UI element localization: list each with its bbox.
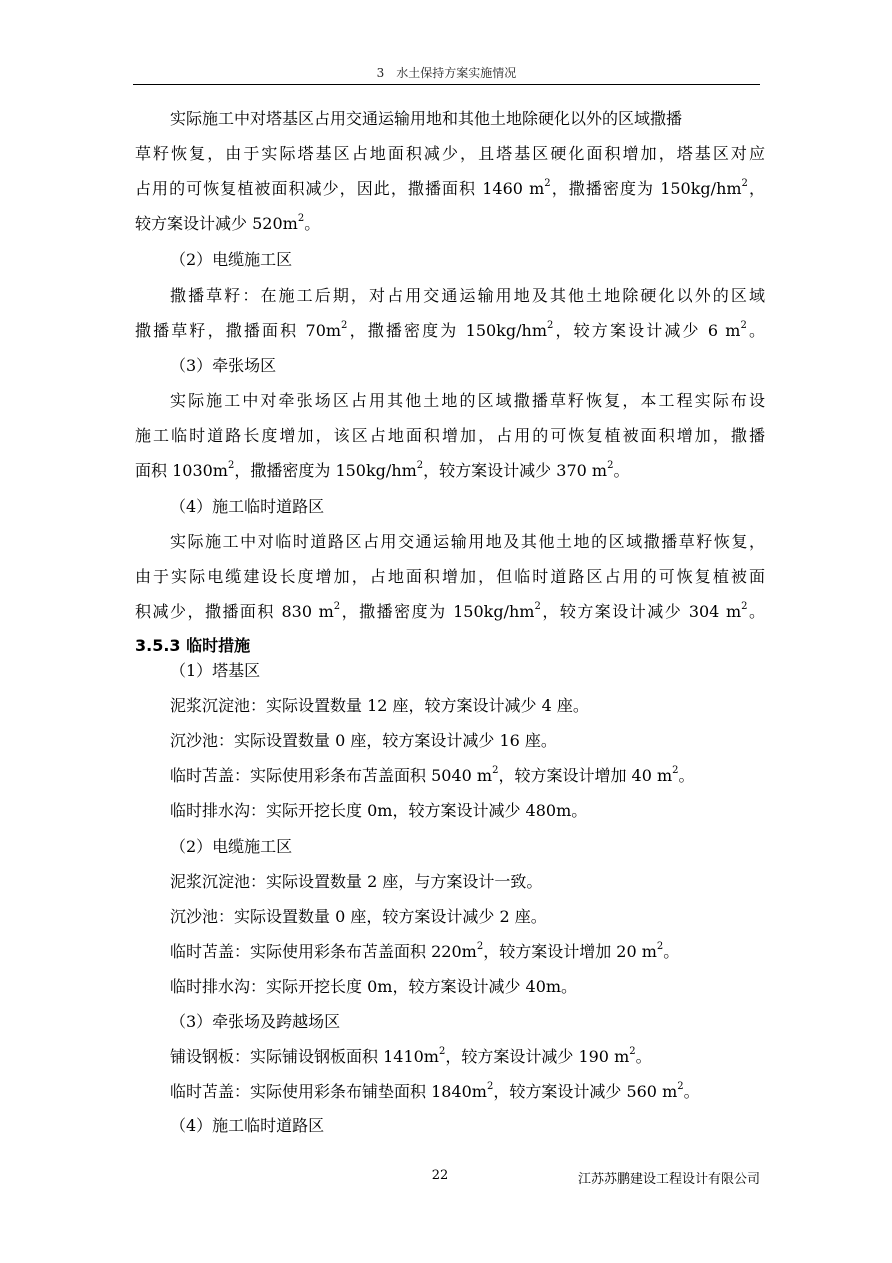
body-line: 临时排水沟：实际开挖长度 0m，较方案设计减少 40m。 (170, 977, 578, 996)
subsection-label: （1）塔基区 (170, 661, 261, 680)
company-name: 江苏苏鹏建设工程设计有限公司 (577, 1172, 760, 1187)
body-line: 面积 $1030m^2$，撒播密度为 $150kg/hm^2$，较方案设计减少 370 $m^2$。 (135, 459, 630, 480)
body-line: 撒播草籽：在施工后期，对占用交通运输用地及其他土地除硬化以外的区域 (170, 286, 765, 305)
body-line: 沉沙池：实际设置数量 0 座，较方案设计减少 2 座。 (170, 907, 547, 926)
body-line: 临时排水沟：实际开挖长度 0m，较方案设计减少 480m。 (170, 801, 588, 820)
body-line: 铺设钢板：实际铺设钢板面积 $1410m^2$，较方案设计减少 190 $m^2$。 (170, 1045, 652, 1066)
page-number: 22 (431, 1168, 449, 1183)
body-line: 实际施工中对牵张场区占用其他土地的区域撒播草籽恢复，本工程实际布设 (170, 391, 765, 410)
subsection-label: （2）电缆施工区 (170, 837, 293, 856)
body-line: 草籽恢复，由于实际塔基区占地面积减少，且塔基区硬化面积增加，塔基区对应 (135, 144, 765, 163)
subsection-label: （3）牵张场区 (170, 356, 277, 375)
body-line: 实际施工中对临时道路区占用交通运输用地及其他土地的区域撒播草籽恢复， (170, 532, 765, 551)
running-header: 3 水土保持方案实施情况 (376, 66, 517, 80)
body-line: 撒播草籽，撒播面积 $70m^2$，撒播密度为 $150kg/hm^2$，较方案设计减少 6 $m^2$。 (135, 319, 765, 340)
body-line: 由于实际电缆建设长度增加，占地面积增加，但临时道路区占用的可恢复植被面 (135, 567, 765, 586)
body-line: 沉沙池：实际设置数量 0 座，较方案设计减少 16 座。 (170, 731, 557, 750)
body-line: 泥浆沉淀池：实际设置数量 12 座，较方案设计减少 4 座。 (170, 696, 589, 715)
subsection-label: （4）施工临时道路区 (170, 1116, 325, 1135)
header-rule (133, 84, 760, 85)
subsection-label: （4）施工临时道路区 (170, 497, 325, 516)
body-line: 临时苫盖：实际使用彩条布苫盖面积 5040 $m^2$，较方案设计增加 40 $m^2$。 (170, 764, 695, 785)
body-line: 临时苫盖：实际使用彩条布苫盖面积 $220m^2$，较方案设计增加 20 $m^2$。 (170, 940, 680, 961)
body-line: 临时苫盖：实际使用彩条布铺垫面积 $1840m^2$，较方案设计减少 560 $m^2$。 (170, 1080, 700, 1101)
body-line: 占用的可恢复植被面积减少，因此，撒播面积 1460 $m^2$，撒播密度为 $150kg/hm^2$， (135, 177, 765, 198)
body-line: 积减少，撒播面积 830 $m^2$，撒播密度为 $150kg/hm^2$，较方案设计减少 304 $m^2$。 (135, 600, 765, 621)
body-line: 泥浆沉淀池：实际设置数量 2 座，与方案设计一致。 (170, 872, 543, 891)
body-line: 较方案设计减少 $520m^2$。 (135, 212, 321, 233)
body-line: 施工临时道路长度增加，该区占地面积增加，占用的可恢复植被面积增加，撒播 (135, 426, 765, 445)
subsection-label: （2）电缆施工区 (170, 250, 293, 269)
subsection-label: （3）牵张场及跨越场区 (170, 1012, 341, 1031)
section-heading: 3.5.3 临时措施 (135, 636, 251, 655)
body-line: 实际施工中对塔基区占用交通运输用地和其他土地除硬化以外的区域撒播 (170, 109, 683, 128)
